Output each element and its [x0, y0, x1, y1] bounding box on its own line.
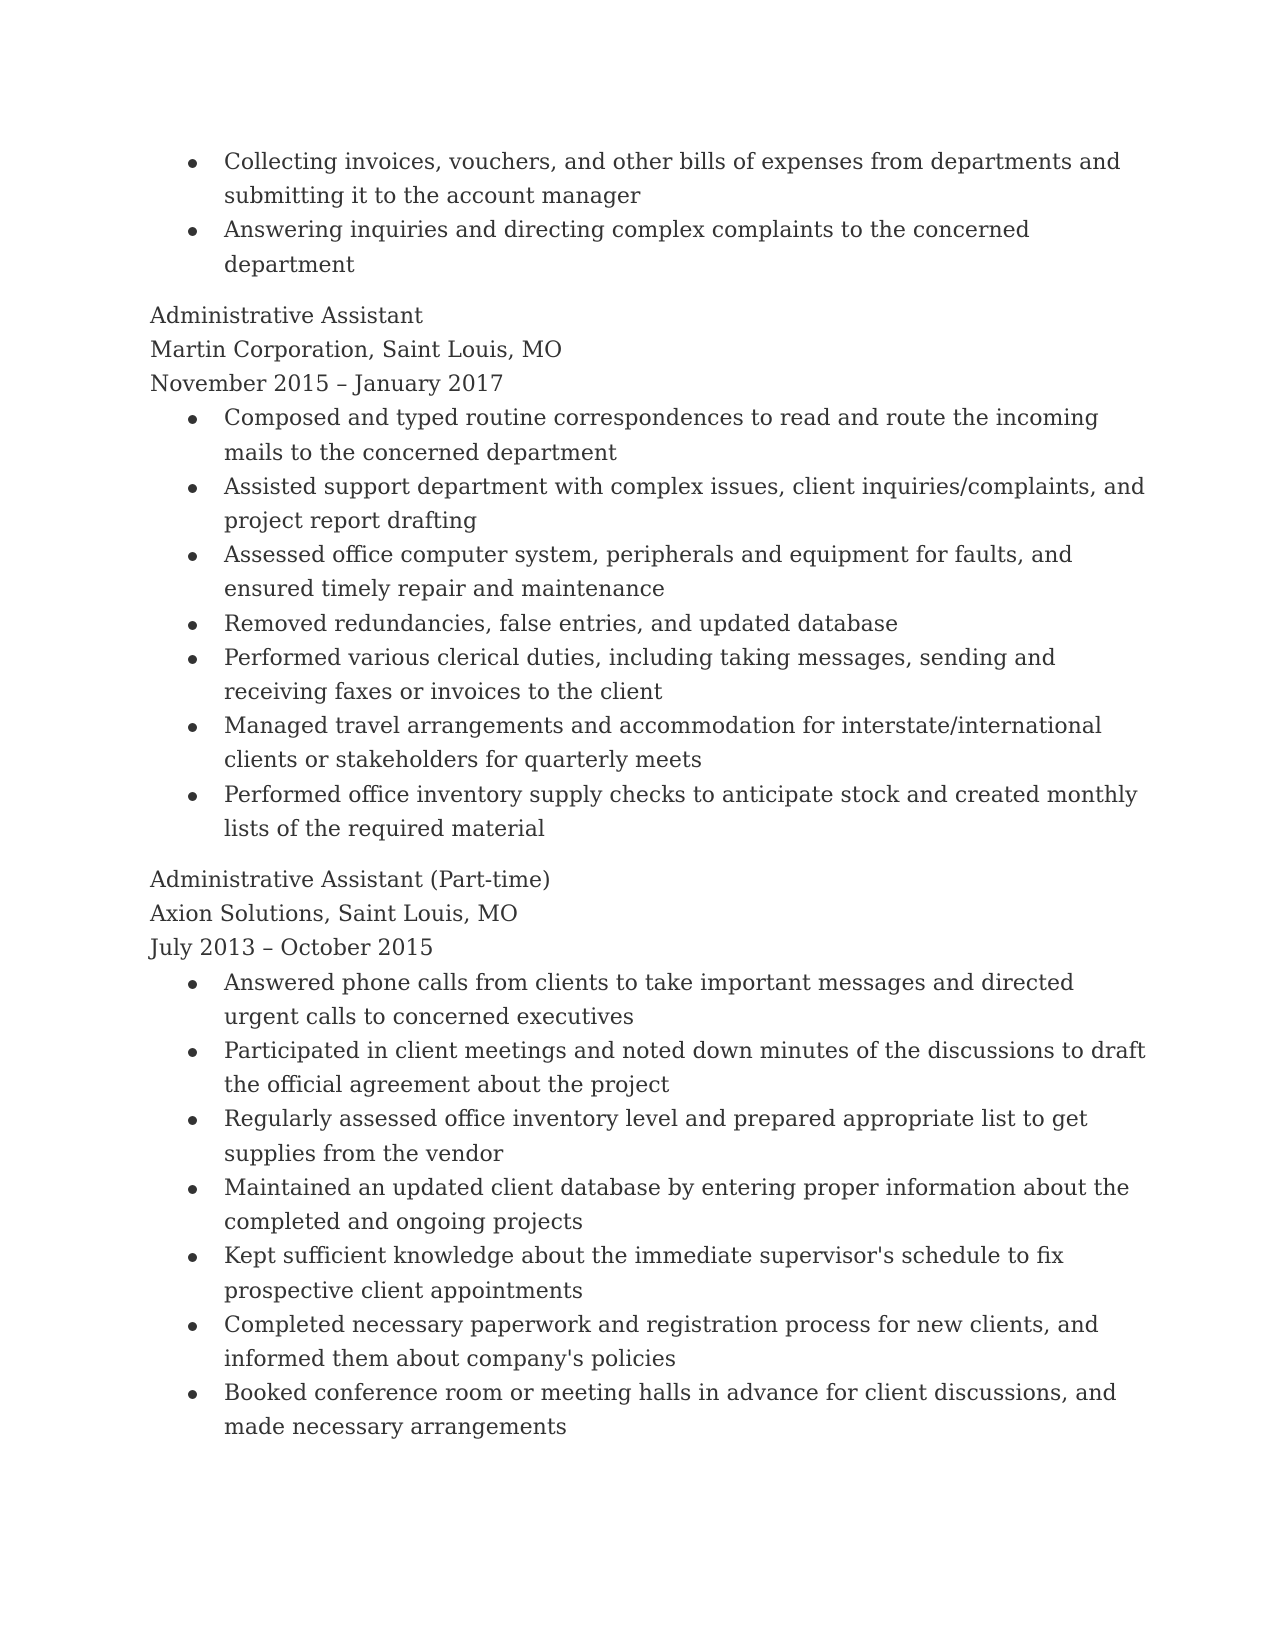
- bullet-text: Managed travel arrangements and accommodation for interstate/international clients or stakeholders for quarterly meets: [224, 714, 1102, 774]
- list-item: [150, 146, 1150, 214]
- bullet-icon: [188, 552, 197, 561]
- job-dates: July 2013 – October 2015: [150, 936, 434, 962]
- bullet-text: Kept sufficient knowledge about the immediate supervisor's schedule to fix prospective client appointments: [224, 1244, 1064, 1304]
- list-item: [150, 1035, 1150, 1103]
- bullet-text: Answered phone calls from clients to take important messages and directed urgent calls to concerned executives: [224, 970, 1075, 1030]
- bullet-text: Regularly assessed office inventory level and prepared appropriate list to get supplies from the vendor: [224, 1107, 1088, 1167]
- list-item: [150, 779, 1150, 847]
- bullet-icon: [188, 980, 197, 989]
- bullet-text: Removed redundancies, false entries, and updated database: [224, 611, 899, 637]
- job-entry-axion: [150, 864, 1150, 1445]
- job-entry-martin: [150, 300, 1150, 847]
- list-item: [150, 402, 1150, 470]
- bullet-icon: [188, 1390, 197, 1399]
- bullet-text: Completed necessary paperwork and registration process for new clients, and informed them about company's policies: [224, 1312, 1099, 1372]
- bullet-text: Composed and typed routine correspondences to read and route the incoming mails to the concerned department: [224, 406, 1099, 466]
- list-item: [150, 214, 1150, 282]
- bullet-text: Maintained an updated client database by entering proper information about the completed and ongoing projects: [224, 1175, 1130, 1236]
- job-company: Axion Solutions, Saint Louis, MO: [150, 902, 518, 928]
- job-company: Martin Corporation, Saint Louis, MO: [150, 338, 563, 364]
- bullet-text: Booked conference room or meeting halls in advance for client discussions, and made necessary arrangements: [224, 1381, 1117, 1441]
- list-item: [150, 710, 1150, 778]
- list-item: [150, 471, 1150, 539]
- bullet-text: Performed various clerical duties, including taking messages, sending and receiving faxes or invoices to the client: [224, 645, 1056, 706]
- list-item: [150, 967, 1150, 1035]
- job-bullet-list: [150, 402, 1150, 847]
- previous-job-bullet-list: [150, 146, 1150, 283]
- list-item: [150, 642, 1150, 710]
- bullet-icon: [188, 792, 197, 801]
- bullet-text: Answering inquiries and directing complex complaints to the concerned department: [224, 218, 1030, 278]
- bullet-icon: [188, 159, 197, 168]
- resume-experience-content: [150, 146, 1150, 1446]
- bullet-icon: [188, 1048, 197, 1057]
- list-item: [150, 1172, 1150, 1240]
- job-title: Administrative Assistant (Part-time): [150, 868, 551, 894]
- bullet-icon: [188, 415, 197, 424]
- list-item: [150, 1377, 1150, 1445]
- bullet-icon: [188, 621, 197, 630]
- bullet-icon: [188, 655, 197, 664]
- job-dates: November 2015 – January 2017: [150, 372, 504, 398]
- list-item: [150, 1103, 1150, 1171]
- bullet-text: Assisted support department with complex issues, client inquiries/complaints, and project report drafting: [224, 474, 1145, 535]
- list-item: [150, 1240, 1150, 1308]
- bullet-text: Collecting invoices, vouchers, and other bills of expenses from departments and submitting it to the account manager: [224, 150, 1121, 210]
- bullet-icon: [188, 227, 197, 236]
- job-bullet-list: [150, 967, 1150, 1446]
- bullet-icon: [188, 1116, 197, 1125]
- job-title: Administrative Assistant: [150, 303, 423, 329]
- bullet-text: Performed office inventory supply checks to anticipate stock and created monthly lists of the required material: [224, 782, 1138, 842]
- bullet-icon: [188, 723, 197, 732]
- bullet-text: Assessed office computer system, peripherals and equipment for faults, and ensured timely repair and maintenance: [224, 543, 1073, 603]
- list-item: [150, 539, 1150, 607]
- bullet-icon: [188, 484, 197, 493]
- bullet-icon: [188, 1253, 197, 1262]
- list-item: [150, 1309, 1150, 1377]
- bullet-icon: [188, 1185, 197, 1194]
- list-item: [150, 608, 1150, 642]
- bullet-icon: [188, 1322, 197, 1331]
- bullet-text: Participated in client meetings and noted down minutes of the discussions to draft the official agreement about the project: [224, 1039, 1146, 1099]
